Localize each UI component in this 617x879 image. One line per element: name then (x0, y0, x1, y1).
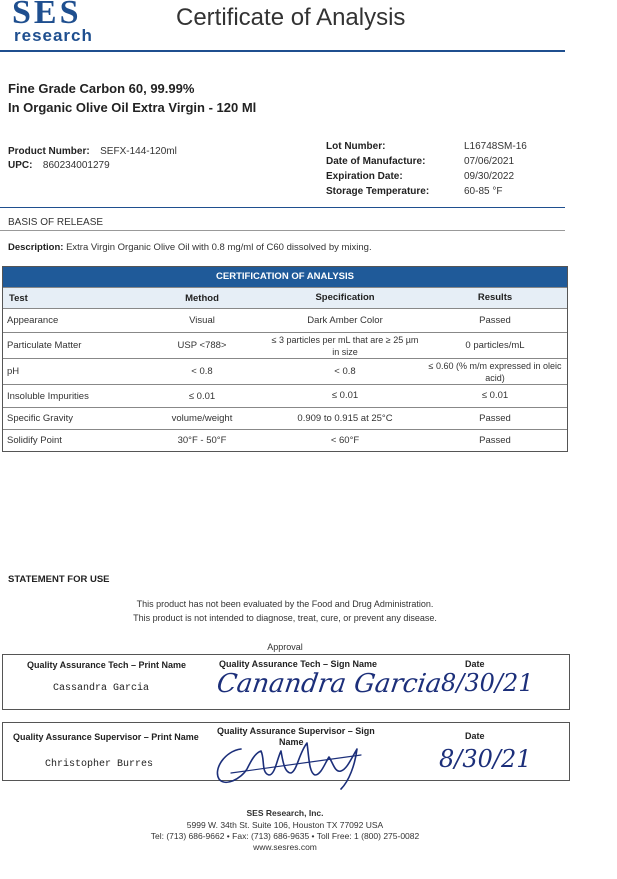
storage-temp-label: Storage Temperature: (326, 186, 430, 197)
qa-supervisor-print-label: Quality Assurance Supervisor – Print Name (13, 732, 199, 742)
statement-line2: This product is not intended to diagnose, treat, cure, or prevent any disease. (133, 613, 437, 623)
statement-heading: STATEMENT FOR USE (8, 574, 110, 585)
description-label: Description: (8, 242, 64, 253)
storage-temp-value: 60-85 °F (464, 186, 503, 197)
qa-supervisor-date: 8/30/21 (439, 745, 532, 773)
description (8, 242, 372, 253)
basis-divider (0, 230, 565, 231)
table-row (3, 407, 567, 429)
qa-supervisor-box (2, 722, 570, 781)
cell-test: Specific Gravity (7, 413, 73, 424)
table-row (3, 358, 567, 384)
product-number-value: SEFX-144-120ml (100, 146, 177, 157)
cell-result: Passed (479, 412, 511, 424)
cell-result: 0 particles/mL (465, 339, 525, 351)
cell-result: ≤ 0.01 (481, 390, 509, 401)
page-title: Certificate of Analysis (176, 4, 406, 31)
manufacture-date-value: 07/06/2021 (464, 156, 515, 167)
qa-supervisor-sign-label-2: Name (279, 737, 304, 747)
description-text: Extra Virgin Organic Olive Oil with 0.8 mg/ml of C60 dissolved by mixing. (66, 242, 372, 253)
qa-supervisor-date-label: Date (465, 731, 485, 741)
col-specification: Specification (315, 292, 375, 303)
cell-spec: ≤ 0.01 (331, 390, 359, 401)
col-method: Method (185, 292, 219, 304)
qa-tech-date-label: Date (465, 659, 485, 669)
lot-number-value: L16748SM-16 (464, 141, 527, 152)
footer-phones: Tel: (713) 686-9662 • Fax: (713) 686-9635 • Toll Free: 1 (800) 275-0082 (150, 831, 420, 841)
qa-tech-print-label: Quality Assurance Tech – Print Name (27, 660, 187, 670)
cell-test: pH (7, 366, 20, 377)
qa-supervisor-print-name: Christopher Burres (45, 759, 154, 770)
product-number-label: Product Number: (8, 146, 90, 157)
cell-spec: Dark Amber Color (307, 314, 383, 326)
table-row (3, 429, 567, 451)
logo-research: research (14, 26, 93, 45)
expiration-date-label: Expiration Date: (326, 171, 403, 182)
manufacture-date-label: Date of Manufacture: (326, 156, 426, 167)
cell-method: 30°F - 50°F (177, 435, 227, 446)
logo-ses: SES (12, 0, 82, 31)
cell-method: USP <788> (177, 340, 227, 351)
analysis-table (2, 266, 568, 452)
cell-spec: < 0.8 (334, 365, 356, 377)
cell-test: Insoluble Impurities (7, 390, 89, 402)
table-row (3, 384, 567, 407)
qa-tech-signature: Canandra Garcia (214, 669, 444, 699)
cell-result: Passed (479, 314, 511, 326)
product-title-line2: In Organic Olive Oil Extra Virgin - 120 Ml (8, 100, 257, 115)
col-test: Test (9, 292, 28, 304)
basis-of-release: BASIS OF RELEASE (8, 217, 104, 228)
cell-test: Particulate Matter (7, 340, 82, 351)
cell-spec: 0.909 to 0.915 at 25°C (297, 412, 393, 424)
footer-address: 5999 W. 34th St. Suite 106, Houston TX 77092 USA (186, 820, 384, 830)
upc-label: UPC: (8, 160, 33, 171)
info-divider (0, 207, 565, 208)
lot-number-label: Lot Number: (326, 141, 386, 152)
col-results: Results (477, 292, 513, 303)
footer-website: www.sesres.com (253, 842, 317, 852)
qa-tech-date: 8/30/21 (441, 669, 534, 697)
statement-line1: This product has not been evaluated by the Food and Drug Administration. (136, 599, 434, 609)
cell-method: Visual (189, 315, 215, 326)
cell-method: ≤ 0.01 (188, 390, 216, 402)
cell-method: < 0.8 (191, 366, 213, 377)
cell-spec: ≤ 3 particles per mL that are ≥ 25 µm in size (271, 334, 419, 357)
cell-test: Solidify Point (7, 435, 62, 446)
cell-test: Appearance (7, 315, 59, 326)
footer-company: SES Research, Inc. (246, 808, 324, 818)
cell-result: ≤ 0.60 (% m/m expressed in oleic acid) (428, 360, 562, 383)
qa-supervisor-sign-label: Quality Assurance Supervisor – Sign (217, 726, 375, 736)
cell-result: Passed (479, 434, 511, 446)
cell-method: volume/weight (171, 413, 233, 424)
qa-tech-box (2, 654, 570, 710)
qa-tech-sign-label: Quality Assurance Tech – Sign Name (219, 659, 378, 669)
header-divider (0, 50, 565, 52)
upc-row (8, 155, 110, 173)
table-title: CERTIFICATION OF ANALYSIS (3, 267, 567, 287)
table-header-row (3, 287, 567, 308)
cell-spec: < 60°F (330, 434, 360, 446)
qa-tech-print-name: Cassandra Garcia (53, 683, 150, 694)
approval-label: Approval (267, 642, 303, 652)
table-row (3, 332, 567, 358)
upc-value: 860234001279 (42, 160, 110, 171)
qa-supervisor-signature (211, 729, 381, 795)
expiration-date-value: 09/30/2022 (464, 171, 515, 182)
product-title-line1: Fine Grade Carbon 60, 99.99% (8, 81, 195, 96)
table-row (3, 308, 567, 332)
